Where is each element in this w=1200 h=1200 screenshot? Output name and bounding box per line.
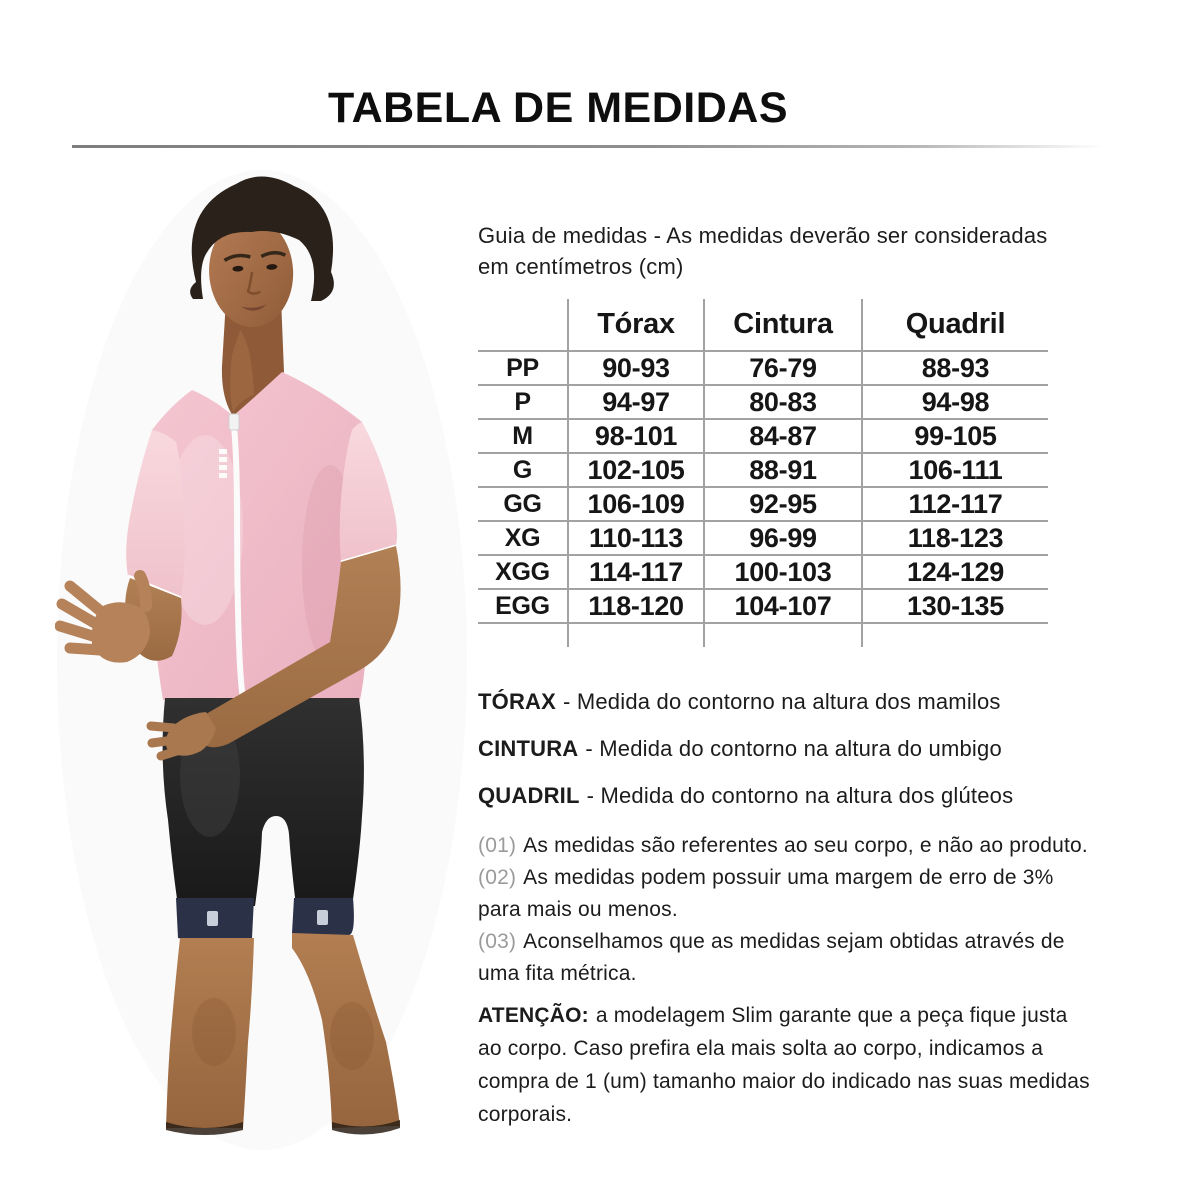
notes <box>478 830 1140 990</box>
size-label: PP <box>478 351 568 385</box>
table-row <box>478 555 1048 589</box>
cintura-value: 84-87 <box>704 419 862 453</box>
definition-term: TÓRAX <box>478 689 556 714</box>
guide-line-2: em centímetros (cm) <box>478 254 684 279</box>
ghost-cell <box>704 623 862 647</box>
page-title: TABELA DE MEDIDAS <box>328 84 788 132</box>
note-line <box>478 862 1140 894</box>
table-row <box>478 487 1048 521</box>
attention-line <box>478 999 1140 1032</box>
quadril-value: 94-98 <box>862 385 1048 419</box>
note-line: uma fita métrica. <box>478 962 637 985</box>
definitions <box>478 689 1140 809</box>
size-table <box>478 299 1048 647</box>
table-row <box>478 453 1048 487</box>
model-photo-illustration <box>55 165 475 1150</box>
title-divider <box>72 145 1124 148</box>
definition-torax <box>478 689 1140 715</box>
note-number: (03) <box>478 930 517 953</box>
attention-label: ATENÇÃO: <box>478 1004 589 1027</box>
attention-line: ao corpo. Caso prefira ela mais solta ao corpo, indicamos a <box>478 1037 1044 1060</box>
model-photo <box>55 165 475 1150</box>
note-text: As medidas podem possuir uma margem de erro de 3% <box>523 866 1054 889</box>
size-label: EGG <box>478 589 568 623</box>
table-row <box>478 419 1048 453</box>
note-01 <box>478 830 1140 862</box>
quadril-value: 124-129 <box>862 555 1048 589</box>
torax-value: 94-97 <box>568 385 704 419</box>
definition-term: CINTURA <box>478 736 579 761</box>
definition-quadril <box>478 783 1140 809</box>
size-label: G <box>478 453 568 487</box>
knee-shadow-left <box>192 998 236 1066</box>
table-row <box>478 589 1048 623</box>
ghost-cell <box>478 623 568 647</box>
definition-text: - Medida do contorno na altura do umbigo <box>585 736 1002 761</box>
quadril-value: 88-93 <box>862 351 1048 385</box>
torax-value: 110-113 <box>568 521 704 555</box>
note-03 <box>478 926 1140 990</box>
note-text: As medidas são referentes ao seu corpo, e não ao produto. <box>523 834 1088 857</box>
size-label: M <box>478 419 568 453</box>
cintura-value: 88-91 <box>704 453 862 487</box>
quadril-value: 106-111 <box>862 453 1048 487</box>
attention-text: a modelagem Slim garante que a peça fique justa <box>595 1004 1068 1027</box>
table-row <box>478 521 1048 555</box>
cintura-value: 100-103 <box>704 555 862 589</box>
attention-line: compra de 1 (um) tamanho maior do indicado nas suas medidas <box>478 1070 1090 1093</box>
torax-value: 118-120 <box>568 589 704 623</box>
attention-paragraph <box>478 999 1140 1131</box>
knee-shadow-right <box>330 1002 374 1070</box>
definition-text: - Medida do contorno na altura dos glúteos <box>586 783 1014 808</box>
header-quadril: Quadril <box>862 299 1048 351</box>
cintura-value: 96-99 <box>704 521 862 555</box>
size-label: GG <box>478 487 568 521</box>
definition-cintura <box>478 736 1140 762</box>
band-logo-right <box>317 910 328 925</box>
note-line <box>478 926 1140 958</box>
cintura-value: 80-83 <box>704 385 862 419</box>
definition-term: QUADRIL <box>478 783 580 808</box>
header-empty <box>478 299 568 351</box>
size-label: XGG <box>478 555 568 589</box>
zipper-pull <box>229 414 239 430</box>
quadril-value: 112-117 <box>862 487 1048 521</box>
table-row <box>478 351 1048 385</box>
torax-value: 102-105 <box>568 453 704 487</box>
size-table-header-row <box>478 299 1048 351</box>
note-02 <box>478 862 1140 926</box>
note-text: Aconselhamos que as medidas sejam obtidas através de <box>523 930 1065 953</box>
quadril-value: 99-105 <box>862 419 1048 453</box>
guide-line-1: Guia de medidas - As medidas deverão ser consideradas <box>478 223 1048 248</box>
measurement-info <box>478 220 1140 1131</box>
guide-text <box>478 220 1140 282</box>
note-number: (01) <box>478 834 517 857</box>
header-cintura: Cintura <box>704 299 862 351</box>
torax-value: 90-93 <box>568 351 704 385</box>
table-tail-row <box>478 623 1048 647</box>
note-line: para mais ou menos. <box>478 898 678 921</box>
torax-value: 98-101 <box>568 419 704 453</box>
header-torax: Tórax <box>568 299 704 351</box>
cintura-value: 76-79 <box>704 351 862 385</box>
quadril-value: 118-123 <box>862 521 1048 555</box>
note-number: (02) <box>478 866 517 889</box>
torax-value: 106-109 <box>568 487 704 521</box>
size-label: P <box>478 385 568 419</box>
definition-text: - Medida do contorno na altura dos mamilos <box>563 689 1001 714</box>
band-logo-left <box>207 911 218 926</box>
quadril-value: 130-135 <box>862 589 1048 623</box>
cintura-value: 104-107 <box>704 589 862 623</box>
table-row <box>478 385 1048 419</box>
ghost-cell <box>568 623 704 647</box>
ghost-cell <box>862 623 1048 647</box>
cintura-value: 92-95 <box>704 487 862 521</box>
size-label: XG <box>478 521 568 555</box>
torax-value: 114-117 <box>568 555 704 589</box>
attention-line: corporais. <box>478 1103 573 1126</box>
